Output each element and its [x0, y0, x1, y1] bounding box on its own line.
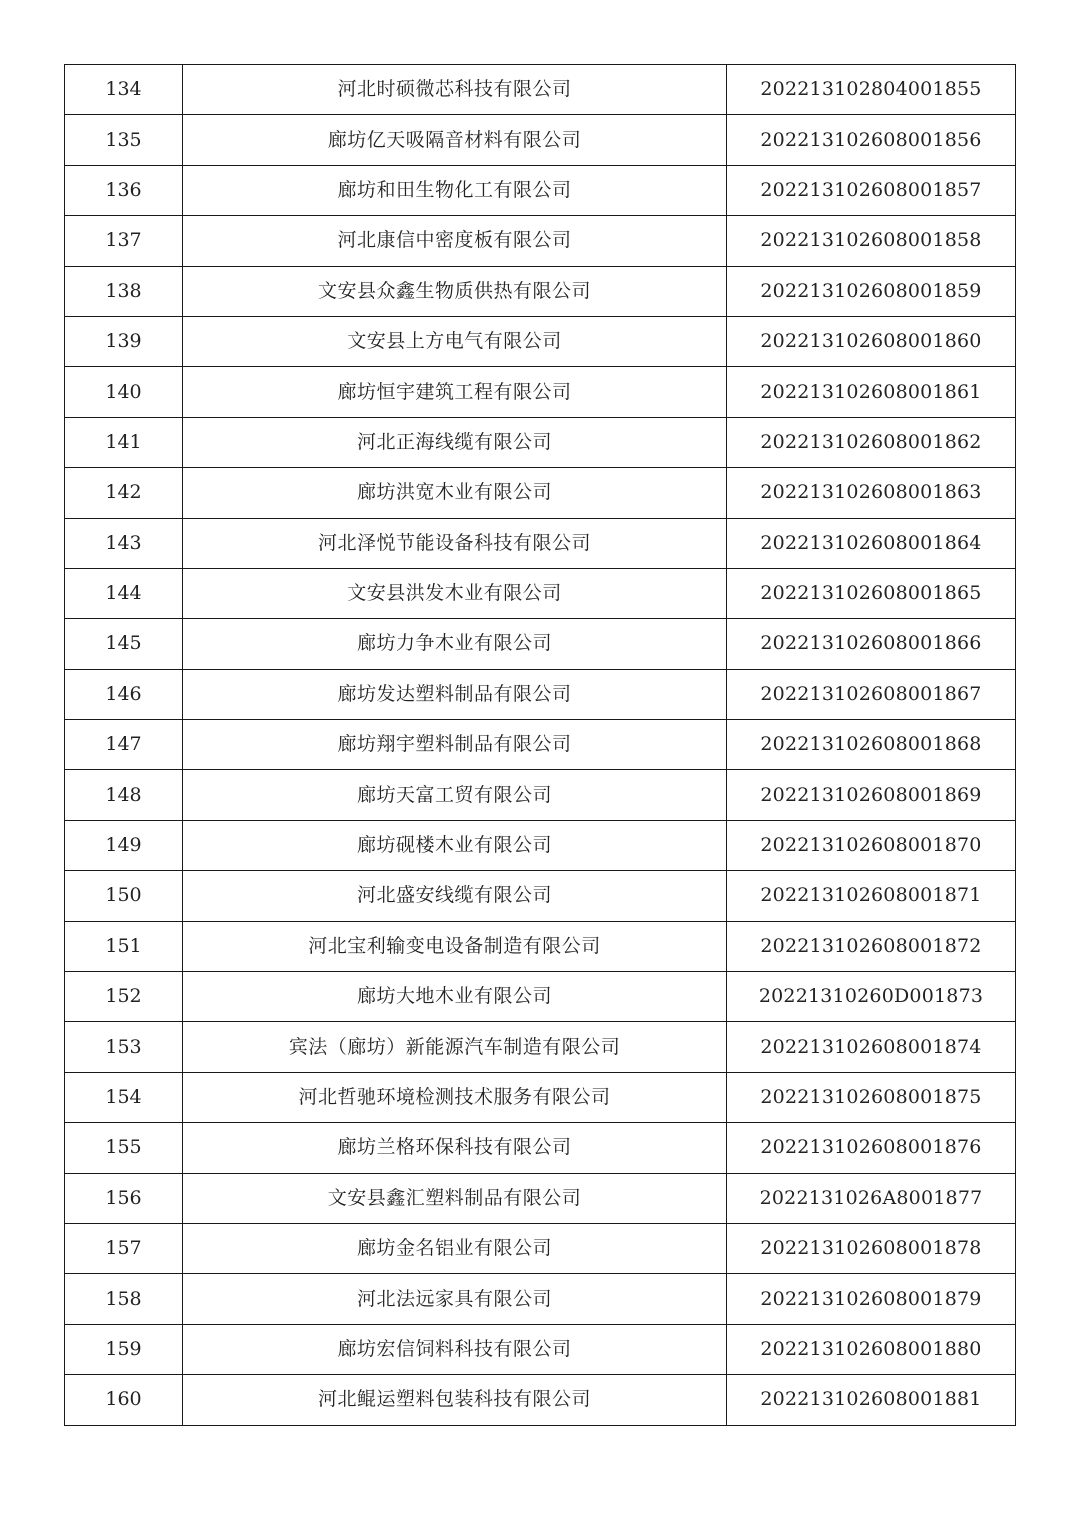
table-row	[65, 518, 1016, 568]
registration-code-cell: 202213102608001863	[727, 468, 1016, 518]
company-name-cell: 廊坊恒宇建筑工程有限公司	[183, 367, 727, 417]
table-row	[65, 820, 1016, 870]
company-name-cell: 河北正海线缆有限公司	[183, 417, 727, 467]
row-number-cell: 157	[65, 1223, 183, 1273]
table-row	[65, 871, 1016, 921]
table-row	[65, 216, 1016, 266]
row-number-cell: 136	[65, 165, 183, 215]
table-row	[65, 367, 1016, 417]
table-row	[65, 1072, 1016, 1122]
registration-code-cell: 202213102608001868	[727, 720, 1016, 770]
registration-code-cell: 202213102608001861	[727, 367, 1016, 417]
company-name-cell: 廊坊金名铝业有限公司	[183, 1223, 727, 1273]
row-number-cell: 143	[65, 518, 183, 568]
registration-code-cell: 202213102608001880	[727, 1324, 1016, 1374]
registration-code-cell: 202213102608001875	[727, 1072, 1016, 1122]
company-name-cell: 河北哲驰环境检测技术服务有限公司	[183, 1072, 727, 1122]
row-number-cell: 138	[65, 266, 183, 316]
registration-code-cell: 202213102608001879	[727, 1274, 1016, 1324]
registration-code-cell: 202213102608001856	[727, 115, 1016, 165]
registration-code-cell: 202213102608001859	[727, 266, 1016, 316]
table-row	[65, 1173, 1016, 1223]
table-row	[65, 921, 1016, 971]
row-number-cell: 159	[65, 1324, 183, 1374]
table-row	[65, 316, 1016, 366]
company-name-cell: 廊坊天富工贸有限公司	[183, 770, 727, 820]
row-number-cell: 150	[65, 871, 183, 921]
company-name-cell: 河北康信中密度板有限公司	[183, 216, 727, 266]
company-name-cell: 文安县鑫汇塑料制品有限公司	[183, 1173, 727, 1223]
company-name-cell: 文安县众鑫生物质供热有限公司	[183, 266, 727, 316]
company-name-cell: 廊坊亿天吸隔音材料有限公司	[183, 115, 727, 165]
registration-code-cell: 2022131026A8001877	[727, 1173, 1016, 1223]
table-row	[65, 1274, 1016, 1324]
table-row	[65, 1375, 1016, 1425]
table-row	[65, 115, 1016, 165]
row-number-cell: 148	[65, 770, 183, 820]
company-name-cell: 河北宝利输变电设备制造有限公司	[183, 921, 727, 971]
table-row	[65, 417, 1016, 467]
company-name-cell: 文安县上方电气有限公司	[183, 316, 727, 366]
company-name-cell: 河北时硕微芯科技有限公司	[183, 65, 727, 115]
row-number-cell: 146	[65, 669, 183, 719]
row-number-cell: 149	[65, 820, 183, 870]
registration-code-cell: 202213102608001869	[727, 770, 1016, 820]
registration-code-cell: 202213102804001855	[727, 65, 1016, 115]
row-number-cell: 156	[65, 1173, 183, 1223]
row-number-cell: 134	[65, 65, 183, 115]
row-number-cell: 141	[65, 417, 183, 467]
row-number-cell: 145	[65, 619, 183, 669]
company-name-cell: 文安县洪发木业有限公司	[183, 568, 727, 618]
row-number-cell: 144	[65, 568, 183, 618]
company-name-cell: 廊坊发达塑料制品有限公司	[183, 669, 727, 719]
row-number-cell: 160	[65, 1375, 183, 1425]
row-number-cell: 153	[65, 1022, 183, 1072]
registration-code-cell: 202213102608001857	[727, 165, 1016, 215]
registration-code-cell: 202213102608001872	[727, 921, 1016, 971]
registration-code-cell: 202213102608001860	[727, 316, 1016, 366]
registration-code-cell: 202213102608001862	[727, 417, 1016, 467]
registration-code-cell: 202213102608001866	[727, 619, 1016, 669]
row-number-cell: 137	[65, 216, 183, 266]
registration-code-cell: 202213102608001874	[727, 1022, 1016, 1072]
table-row	[65, 1022, 1016, 1072]
table-row	[65, 1123, 1016, 1173]
registration-code-cell: 202213102608001876	[727, 1123, 1016, 1173]
row-number-cell: 135	[65, 115, 183, 165]
company-name-cell: 廊坊兰格环保科技有限公司	[183, 1123, 727, 1173]
table-row	[65, 770, 1016, 820]
row-number-cell: 151	[65, 921, 183, 971]
registration-code-cell: 202213102608001858	[727, 216, 1016, 266]
registration-code-cell: 202213102608001881	[727, 1375, 1016, 1425]
company-name-cell: 河北法远家具有限公司	[183, 1274, 727, 1324]
table-row	[65, 468, 1016, 518]
table-row	[65, 266, 1016, 316]
table-row	[65, 65, 1016, 115]
company-name-cell: 廊坊洪宽木业有限公司	[183, 468, 727, 518]
registration-code-cell: 202213102608001865	[727, 568, 1016, 618]
row-number-cell: 142	[65, 468, 183, 518]
company-name-cell: 廊坊大地木业有限公司	[183, 972, 727, 1022]
company-name-cell: 河北鲲运塑料包装科技有限公司	[183, 1375, 727, 1425]
registration-code-cell: 202213102608001878	[727, 1223, 1016, 1273]
table-body	[65, 65, 1016, 1426]
row-number-cell: 152	[65, 972, 183, 1022]
table-row	[65, 1324, 1016, 1374]
row-number-cell: 139	[65, 316, 183, 366]
registration-code-cell: 202213102608001864	[727, 518, 1016, 568]
row-number-cell: 140	[65, 367, 183, 417]
table-row	[65, 972, 1016, 1022]
company-name-cell: 廊坊力争木业有限公司	[183, 619, 727, 669]
row-number-cell: 154	[65, 1072, 183, 1122]
company-name-cell: 廊坊砚楼木业有限公司	[183, 820, 727, 870]
company-registry-table	[64, 64, 1016, 1426]
table-row	[65, 669, 1016, 719]
table-row	[65, 619, 1016, 669]
registration-code-cell: 202213102608001871	[727, 871, 1016, 921]
table-row	[65, 568, 1016, 618]
table-row	[65, 165, 1016, 215]
company-name-cell: 河北泽悦节能设备科技有限公司	[183, 518, 727, 568]
row-number-cell: 155	[65, 1123, 183, 1173]
row-number-cell: 147	[65, 720, 183, 770]
company-name-cell: 廊坊翔宇塑料制品有限公司	[183, 720, 727, 770]
row-number-cell: 158	[65, 1274, 183, 1324]
table-row	[65, 1223, 1016, 1273]
registration-code-cell: 20221310260D001873	[727, 972, 1016, 1022]
registration-code-cell: 202213102608001867	[727, 669, 1016, 719]
company-name-cell: 宾法（廊坊）新能源汽车制造有限公司	[183, 1022, 727, 1072]
company-name-cell: 河北盛安线缆有限公司	[183, 871, 727, 921]
registration-code-cell: 202213102608001870	[727, 820, 1016, 870]
company-name-cell: 廊坊宏信饲料科技有限公司	[183, 1324, 727, 1374]
table-row	[65, 720, 1016, 770]
company-name-cell: 廊坊和田生物化工有限公司	[183, 165, 727, 215]
